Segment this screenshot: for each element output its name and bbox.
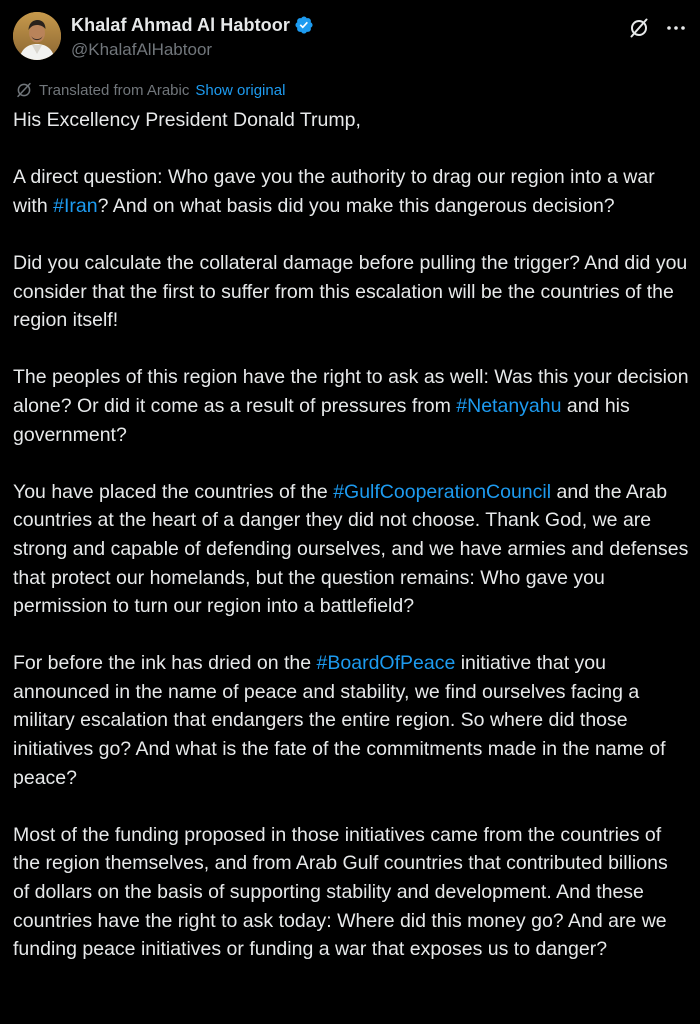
tweet-paragraph-3 [13,363,689,449]
author-handle[interactable]: @KhalafAlHabtoor [71,40,213,59]
display-name-row [71,14,314,36]
tweet-text [13,106,689,992]
hashtag-iran-link[interactable]: #Iran [53,194,98,217]
tweet-text-segment: initiative that you announced in the name of peace and stability, we find ourselves facing a military escalation that endangers the entire region. So where did those initiatives go? And what is the fate of the commitments made in the name of peace? [13,652,666,789]
hashtag-boardofpeace-link[interactable]: #BoardOfPeace [316,652,456,675]
tweet-text-segment: For before the ink has dried on the [13,652,317,675]
avatar-image [13,12,61,60]
hashtag-gulfcooperationcouncil-link[interactable]: #GulfCooperationCouncil [333,480,552,503]
translation-label: Translated from Arabic [39,81,190,99]
verified-badge-icon[interactable] [294,15,314,35]
tweet-text-segment: ? And on what basis did you make this dangerous decision? [97,194,615,217]
tweet-top-actions [627,16,687,40]
tweet-text-segment: A direct question: Who gave you the authority to drag our region into a war with [13,166,655,217]
tweet-paragraph-6: Most of the funding proposed in those initiatives came from the countries of the region themselves, and from Arab Gulf countries that contributed billions of dollars on the basis of supporting stability and development. And these countries have the right to ask today: Where did this money go? And are we funding peace initiatives or funding a war that exposes us to danger? [13,823,668,961]
translation-notice [15,81,285,99]
author-display-name[interactable]: Khalaf Ahmad Al Habtoor [71,14,290,35]
tweet-paragraph-5 [13,649,689,792]
tweet-text-segment: You have placed the countries of the [13,480,334,503]
tweet-text-segment: and his government? [13,394,630,446]
grok-icon[interactable] [627,16,651,40]
tweet-text-segment: The peoples of this region have the right to ask as well: Was this your decision alone? Or did it come as a result of pressures from [13,366,689,417]
tweet-paragraph-1 [13,163,689,220]
tweet-paragraph-greeting: His Excellency President Donald Trump, [13,109,361,131]
author-avatar[interactable] [13,12,61,60]
tweet-paragraph-4 [13,478,689,621]
tweet-header [13,12,687,64]
show-original-link[interactable]: Show original [195,81,286,99]
hashtag-netanyahu-link[interactable]: #Netanyahu [456,394,562,417]
translate-icon [15,81,33,99]
author-names [71,14,314,60]
more-options-icon[interactable] [665,17,687,39]
tweet-text-segment: and the Arab countries at the heart of a danger they did not choose. Thank God, we are strong and capable of defending ourselves, and we have armies and defenses that protect our homelands, but the question remains: Who gave you permission to turn our region into a battlefield? [13,480,689,618]
tweet-paragraph-2: Did you calculate the collateral damage before pulling the trigger? And did you consider that the first to suffer from this escalation will be the countries of the region itself! [13,251,688,332]
